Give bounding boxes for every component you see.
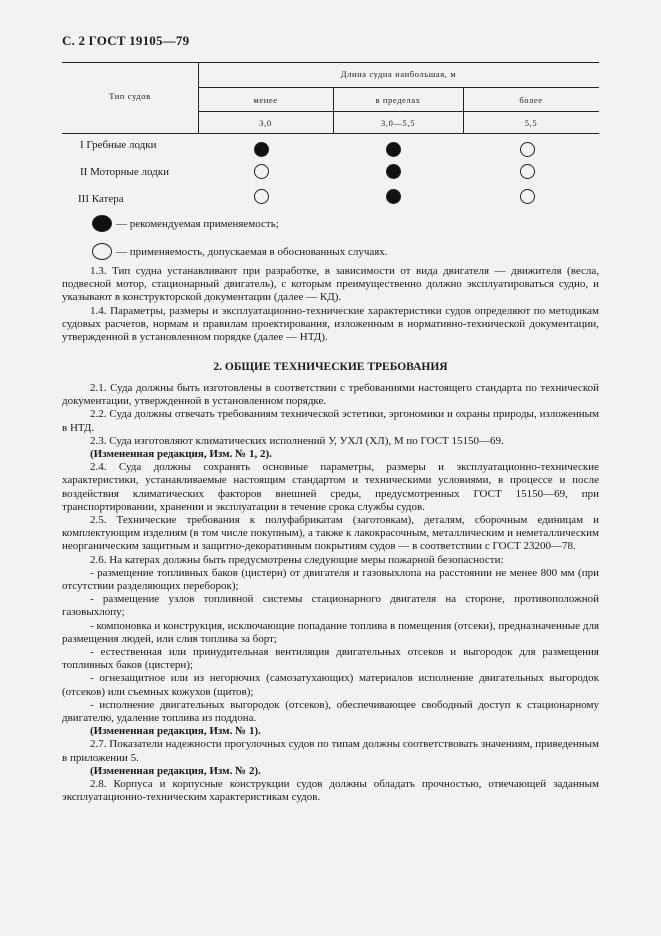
filled-circle-icon: [386, 189, 401, 204]
col-header-more: более: [519, 95, 543, 105]
paragraph-2-2: 2.2. Суда должны отвечать требованиям технической эстетики, эргономики и охраны природы, изложенным в НТД.: [62, 408, 599, 434]
list-item: - размещение топливных баков (цистерн) от двигателя и газовыхлопа на расстоянии не менее 800 мм (при отсутствии разделяющих переборок);: [62, 566, 599, 593]
legend-empty: [92, 243, 388, 260]
paragraph-2-8: 2.8. Корпуса и корпусные конструкции судов должны обладать прочностью, отвечающей заданным эксплуатационно-техническим характеристикам судов.: [62, 778, 599, 804]
list-item: - размещение узлов топливной системы стационарного двигателя на стороне, противоположной газовыхлопу;: [62, 593, 599, 619]
filled-circle-icon: [386, 164, 401, 179]
page-header: С. 2 ГОСТ 19105—79: [62, 33, 190, 48]
empty-circle-icon: [520, 142, 535, 157]
intro-text: [62, 265, 599, 344]
row-label-cutter: III Катера: [78, 193, 124, 205]
col-value-more: 5,5: [524, 118, 538, 128]
paragraph-2-7: 2.7. Показатели надежности прогулочных судов по типам должны соответствовать значениям, приведенным в приложении 5.: [62, 738, 599, 764]
legend-filled: [92, 215, 279, 232]
section-title: 2. ОБЩИЕ ТЕХНИЧЕСКИЕ ТРЕБОВАНИЯ: [213, 361, 448, 373]
empty-circle-icon: [520, 164, 535, 179]
amendment-note: (Измененная редакция, Изм. № 1, 2).: [90, 448, 272, 461]
empty-circle-icon: [520, 189, 535, 204]
section-2-text: [62, 382, 599, 805]
col-value-less: 3,0: [259, 118, 272, 128]
list-item: - компоновка и конструкция, исключающие попадание топлива в помещения (отсеки), предназначенные для размещения людей, или слив топлива за борт;: [62, 619, 599, 645]
filled-circle-icon: [386, 142, 401, 157]
filled-circle-icon: [254, 142, 269, 157]
table-header-bottom: [62, 133, 599, 134]
paragraph-2-1: 2.1. Суда должны быть изготовлены в соответствии с требованиями настоящего стандарта по технической документации, утвержденной в установленном порядке.: [62, 382, 599, 408]
col-value-range: 3,0—5,5: [381, 118, 415, 128]
legend-empty-text: — применяемость, допускаемая в обоснованных случаях.: [116, 245, 388, 258]
row-label-motor: II Моторные лодки: [80, 166, 170, 178]
paragraph-2-5: 2.5. Технические требования к полуфабрикатам (заготовкам), деталям, сборочным единицам и комплектующим изделиям (в том числе покупным), а также к лакокрасочным, металлическим и неметаллическим неорганическим защитным и защитно-декоративным покрытиям судов — в соответствии с ГОСТ 23200—78.: [62, 514, 599, 553]
paragraph-1-4: 1.4. Параметры, размеры и эксплуатационно-технические характеристики судов определяют по методикам судовых расчетов, нормам и правилам проектирования, изложенным в нормативно-технической документации, утвержденной в установленном порядке (далее — НТД).: [62, 304, 599, 344]
empty-circle-icon: [254, 189, 269, 204]
list-item: - исполнение двигательных выгородок (отсеков), обеспечивающее свободный доступ к стационарному двигателю, удаление топлива из поддона.: [62, 698, 599, 725]
table-top-border: [62, 62, 599, 63]
filled-circle-icon: [92, 215, 112, 232]
boat-type-table: [62, 62, 599, 205]
paragraph-2-3: 2.3. Суда изготовляют климатических исполнений У, УХЛ (ХЛ), М по ГОСТ 15150—69.: [90, 434, 504, 447]
row-label-rowing: I Гребные лодки: [80, 139, 157, 151]
table-label-divider: [198, 111, 599, 112]
table-group-divider: [198, 87, 599, 88]
list-item: - естественная или принудительная вентиляция двигательных отсеков и выгородок для размещения топливных баков (цистерн);: [62, 646, 599, 672]
group-header: Длина судна наибольшая, м: [340, 69, 457, 79]
paragraph-2-4: 2.4. Суда должны сохранять основные параметры, размеры и эксплуатационно-технические характеристики, устанавливаемые настоящим стандартом и техническими условиями, в процессе и после воздействия климатических факторов внешней среды, предусмотренных ГОСТ 15150—69, при транспортировании, хранении и эксплуатации в течение срока службы судов.: [62, 461, 599, 513]
list-item: - огнезащитное или из негорючих (самозатухающих) материалов исполнение двигательных выгородок (отсеков) или съемных кожухов (щитов);: [62, 672, 599, 698]
col-header-range: в пределах: [375, 95, 421, 105]
paragraph-2-6: 2.6. На катерах должны быть предусмотрены следующие меры пожарной безопасности:: [90, 553, 504, 566]
empty-circle-icon: [92, 243, 112, 260]
legend-filled-text: — рекомендуемая применяемость;: [116, 217, 279, 230]
amendment-note: (Измененная редакция, Изм. № 2).: [90, 764, 261, 777]
paragraph-1-3: 1.3. Тип судна устанавливают при разработке, в зависимости от вида двигателя — движителя (весла, подвесной мотор, стационарный двигатель), с которым преимущественно должно эксплуатироваться судно, и указывают в конструкторской документации (далее — КД).: [62, 265, 599, 304]
amendment-note: (Измененная редакция, Изм. № 1).: [90, 725, 261, 738]
col-type-header: Тип судов: [109, 91, 151, 101]
col-header-less: менее: [253, 95, 278, 105]
empty-circle-icon: [254, 164, 269, 179]
